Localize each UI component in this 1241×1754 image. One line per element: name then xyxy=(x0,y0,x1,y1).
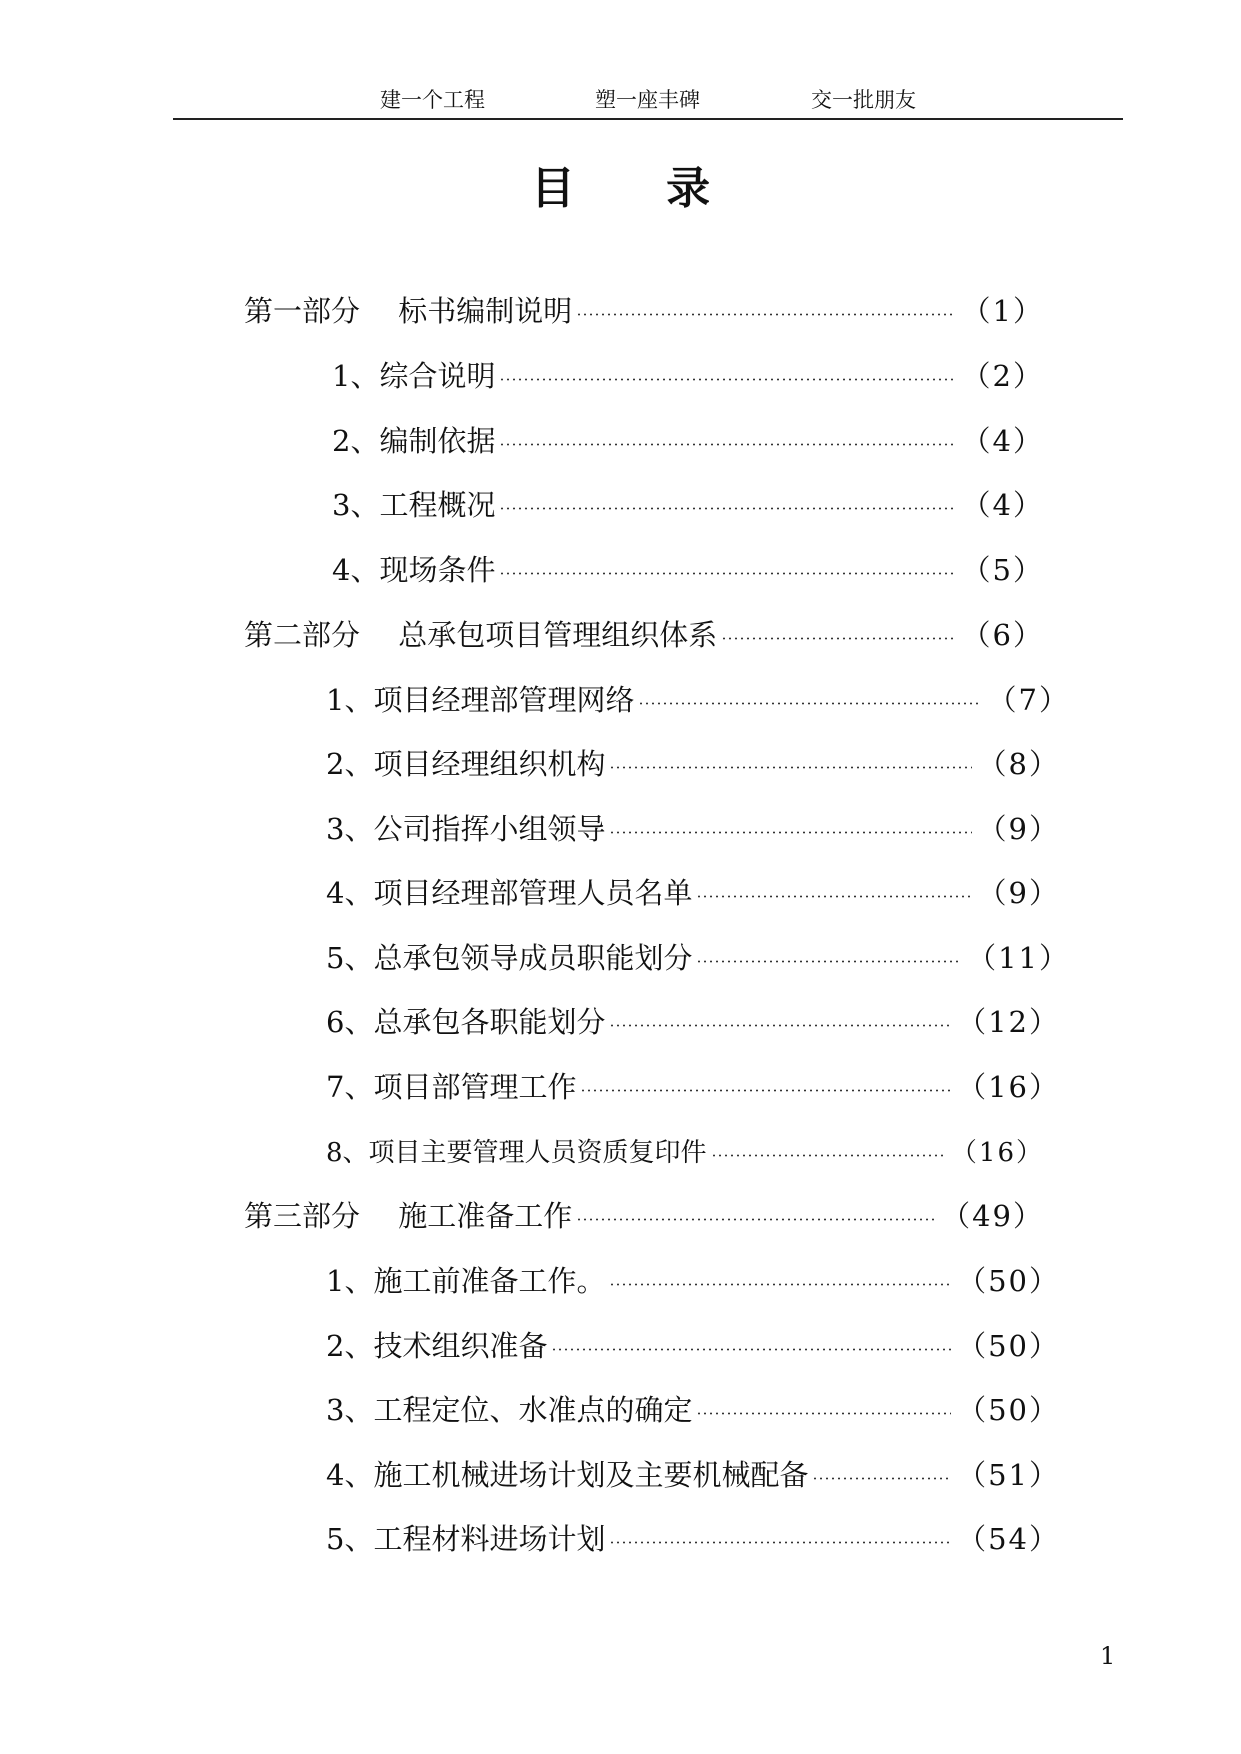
toc-entry-part-1[interactable] xyxy=(244,287,1044,331)
toc-entry-page: （54） xyxy=(957,1521,1060,1556)
toc-entry-3-5[interactable] xyxy=(326,1515,1060,1559)
toc-entry-2-7[interactable] xyxy=(326,1063,1060,1107)
toc-entry-title: 1、综合说明 xyxy=(332,358,496,393)
toc-entry-title: 1、施工前准备工作。 xyxy=(326,1263,606,1298)
toc-entry-2-5[interactable] xyxy=(326,934,1070,978)
toc-entry-title: 8、项目主要管理人员资质复印件 xyxy=(326,1137,707,1168)
toc-entry-title: 6、总承包各职能划分 xyxy=(326,1004,606,1039)
toc-leader-dots xyxy=(551,1348,951,1351)
toc-entry-title: 4、项目经理部管理人员名单 xyxy=(326,875,693,910)
toc-entry-page: （49） xyxy=(941,1198,1044,1233)
toc-entry-page: （4） xyxy=(961,487,1044,522)
toc-entry-title: 4、现场条件 xyxy=(332,552,496,587)
toc-entry-title: 第三部分 施工准备工作 xyxy=(244,1198,573,1233)
toc-entry-title: 4、施工机械进场计划及主要机械配备 xyxy=(326,1457,809,1492)
toc-entry-title: 2、技术组织准备 xyxy=(326,1328,548,1363)
toc-entry-page: （16） xyxy=(957,1069,1060,1104)
toc-leader-dots xyxy=(609,766,971,769)
toc-leader-dots xyxy=(696,895,971,898)
toc-entry-page: （4） xyxy=(961,423,1044,458)
toc-entry-3-2[interactable] xyxy=(326,1322,1060,1366)
toc-entry-title: 3、公司指挥小组领导 xyxy=(326,811,606,846)
toc-leader-dots xyxy=(711,1154,945,1157)
toc-entry-title: 1、项目经理部管理网络 xyxy=(326,682,635,717)
toc-entry-1-3[interactable] xyxy=(332,481,1044,525)
page-number: 1 xyxy=(1100,1642,1116,1670)
toc-entry-3-3[interactable] xyxy=(326,1386,1060,1430)
toc-entry-title: 3、工程概况 xyxy=(332,487,496,522)
toc-leader-dots xyxy=(576,313,955,316)
toc-leader-dots xyxy=(696,960,961,963)
header-phrase-3: 交一批朋友 xyxy=(811,88,916,112)
toc-entry-page: （7） xyxy=(987,682,1070,717)
toc-entry-page: （5） xyxy=(961,552,1044,587)
toc-leader-dots xyxy=(499,378,955,381)
toc-entry-2-6[interactable] xyxy=(326,998,1060,1042)
toc-leader-dots xyxy=(812,1477,951,1480)
toc-entry-title: 2、编制依据 xyxy=(332,423,496,458)
toc-entry-page: （8） xyxy=(977,746,1060,781)
toc-entry-1-4[interactable] xyxy=(332,546,1044,590)
toc-leader-dots xyxy=(609,1024,951,1027)
toc-entry-title: 第二部分 总承包项目管理组织体系 xyxy=(244,617,718,652)
toc-entry-page: （9） xyxy=(977,875,1060,910)
toc-entry-page: （2） xyxy=(961,358,1044,393)
toc-entry-2-2[interactable] xyxy=(326,740,1060,784)
toc-entry-title: 3、工程定位、水准点的确定 xyxy=(326,1392,693,1427)
toc-leader-dots xyxy=(696,1412,951,1415)
toc-leader-dots xyxy=(499,443,955,446)
toc-entry-2-4[interactable] xyxy=(326,869,1060,913)
toc-entry-page: （50） xyxy=(957,1328,1060,1363)
toc-leader-dots xyxy=(609,1283,951,1286)
toc-entry-title: 7、项目部管理工作 xyxy=(326,1069,577,1104)
toc-entry-page: （6） xyxy=(961,617,1044,652)
toc-leader-dots xyxy=(499,572,955,575)
toc-leader-dots xyxy=(499,507,955,510)
toc-entry-title: 5、工程材料进场计划 xyxy=(326,1521,606,1556)
toc-entry-page: （16） xyxy=(950,1137,1044,1168)
page-title: 目 录 xyxy=(530,163,749,214)
page-header xyxy=(173,84,1123,118)
toc-entry-3-4[interactable] xyxy=(326,1451,1060,1495)
toc-entry-page: （11） xyxy=(967,940,1070,975)
toc-entry-page: （50） xyxy=(957,1263,1060,1298)
toc-leader-dots xyxy=(580,1089,951,1092)
toc-entry-3-1[interactable] xyxy=(326,1257,1060,1301)
toc-entry-page: （51） xyxy=(957,1457,1060,1492)
toc-leader-dots xyxy=(721,637,955,640)
toc-entry-2-3[interactable] xyxy=(326,805,1060,849)
toc-leader-dots xyxy=(609,831,971,834)
toc-leader-dots xyxy=(638,702,981,705)
toc-entry-1-1[interactable] xyxy=(332,352,1044,396)
toc-entry-page: （1） xyxy=(961,293,1044,328)
toc-entry-title: 5、总承包领导成员职能划分 xyxy=(326,940,693,975)
toc-entry-page: （9） xyxy=(977,811,1060,846)
toc-entry-title: 第一部分 标书编制说明 xyxy=(244,293,573,328)
toc-leader-dots xyxy=(609,1541,951,1544)
toc-entry-1-2[interactable] xyxy=(332,417,1044,461)
toc-entry-part-3[interactable] xyxy=(244,1192,1044,1236)
toc-entry-2-8[interactable] xyxy=(326,1128,1044,1172)
toc-entry-title: 2、项目经理组织机构 xyxy=(326,746,606,781)
header-phrase-1: 建一个工程 xyxy=(380,88,485,112)
toc-entry-page: （12） xyxy=(957,1004,1060,1039)
toc-entry-2-1[interactable] xyxy=(326,676,1070,720)
toc-leader-dots xyxy=(576,1218,935,1221)
toc-entry-page: （50） xyxy=(957,1392,1060,1427)
toc-entry-part-2[interactable] xyxy=(244,611,1044,655)
header-phrase-2: 塑一座丰碑 xyxy=(595,88,700,112)
header-divider xyxy=(173,118,1123,120)
